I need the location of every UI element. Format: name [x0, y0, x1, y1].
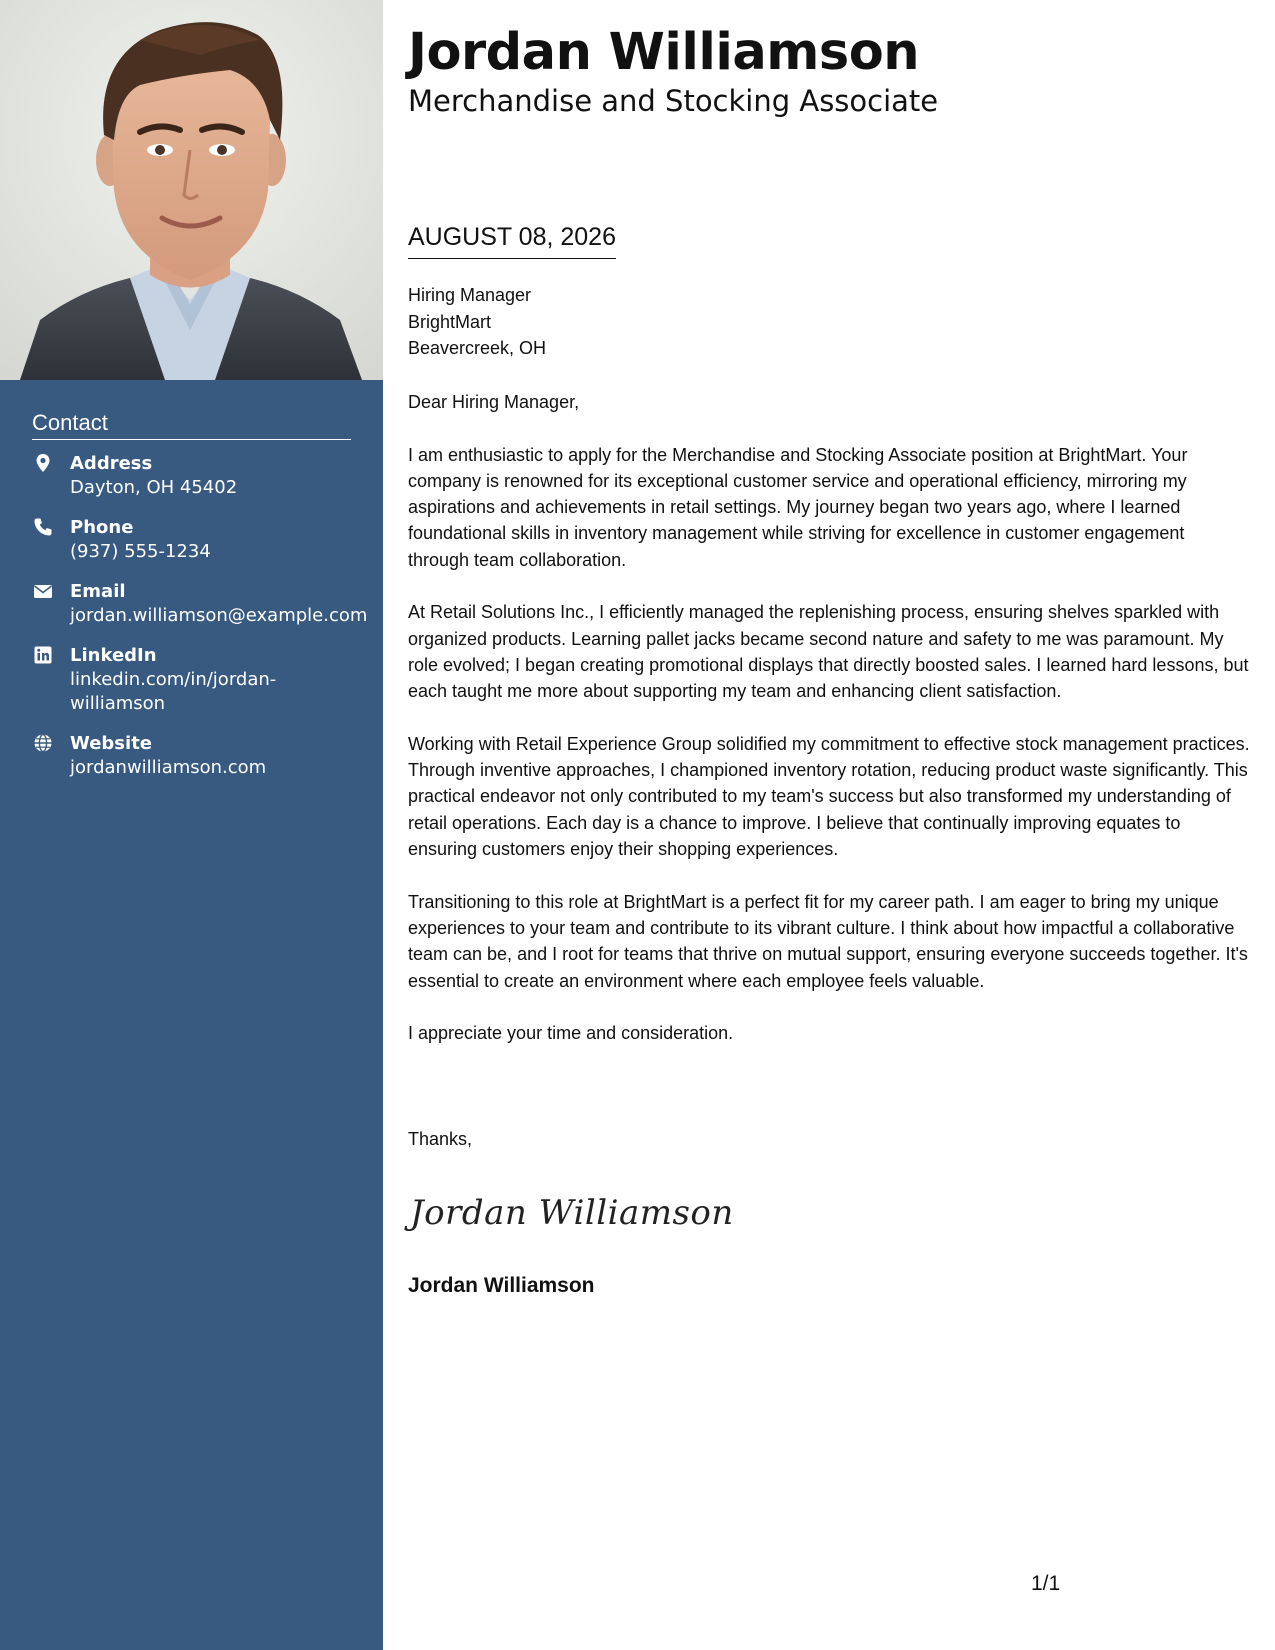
sidebar	[0, 0, 383, 1650]
linkedin-value[interactable]: linkedin.com/in/jordan-williamson	[70, 669, 277, 715]
website-value[interactable]: jordanwilliamson.com	[70, 757, 267, 779]
closing: Thanks,	[408, 1129, 473, 1149]
job-title: Merchandise and Stocking Associate	[408, 84, 939, 118]
paragraph: Working with Retail Experience Group solidified my commitment to effective stock management practices. Through inventive approaches, I championed inventory rotation, reducing product waste significantly. This practical endeavor not only contributed to my team's success but also transformed my understanding of retail operations. Each day is a chance to improve. I believe that continually improving equates to ensuring customers enjoy their shopping experiences.	[408, 733, 1250, 860]
letter-content	[408, 389, 1250, 1073]
portrait-illustration	[0, 0, 383, 380]
contact-email	[32, 580, 368, 628]
page-number: 1/1	[1031, 1572, 1061, 1595]
letter-body	[408, 0, 1250, 1650]
address-value: Dayton, OH 45402	[70, 477, 238, 499]
phone-icon	[33, 517, 53, 537]
recipient-company: BrightMart	[408, 311, 492, 332]
letter-date: AUGUST 08, 2026	[408, 222, 616, 259]
contact-address	[32, 452, 351, 500]
email-value[interactable]: jordan.williamson@example.com	[70, 605, 368, 627]
recipient-role: Hiring Manager	[408, 285, 532, 305]
signature	[408, 1186, 734, 1236]
signer-name: Jordan Williamson	[408, 1274, 595, 1297]
contact-heading: Contact	[32, 410, 351, 440]
contact-phone	[32, 516, 351, 564]
signature-text: Jordan Williamson	[410, 1193, 734, 1233]
paragraph: I appreciate your time and consideration.	[408, 1023, 734, 1044]
contact-section	[32, 410, 368, 796]
contact-website	[32, 732, 351, 780]
linkedin-icon	[33, 645, 53, 665]
map-marker-icon	[33, 453, 53, 473]
paragraph: At Retail Solutions Inc., I efficiently managed the replenishing process, ensuring shelves sparkled with organized products. Learning pallet jacks became second nature and safety to me was paramount. My role evolved; I began creating promotional displays that directly boosted sales. I learned hard lessons, but each taught me more about supporting my team and enhancing client satisfaction.	[408, 602, 1249, 702]
recipient-location: Beavercreek, OH	[408, 338, 547, 358]
paragraph: I am enthusiastic to apply for the Merchandise and Stocking Associate position at BrightMart. Your company is renowned for its exceptional customer service and operational efficiency, mirroring my aspirations and achievements in retail settings. My journey began two years ago, where I learned foundational skills in inventory management while striving for excellence in customer engagement through team collaboration.	[408, 444, 1188, 570]
contact-linkedin	[32, 644, 351, 716]
envelope-icon	[33, 581, 53, 601]
globe-icon	[33, 733, 53, 753]
recipient-block	[408, 282, 546, 362]
phone-value: (937) 555-1234	[70, 541, 211, 563]
salutation: Dear Hiring Manager,	[408, 392, 580, 412]
contact-label: Phone	[70, 517, 134, 539]
contact-label: Website	[70, 733, 153, 755]
profile-photo	[0, 0, 383, 380]
applicant-name: Jordan Williamson	[408, 23, 920, 82]
contact-label: Address	[70, 453, 153, 475]
contact-label: LinkedIn	[70, 645, 157, 667]
contact-label: Email	[70, 581, 126, 603]
paragraph: Transitioning to this role at BrightMart is a perfect fit for my career path. I am eager to bring my unique experiences to your team and contribute to its vibrant culture. I think about how impactful a collaborative team can be, and I root for teams that thrive on mutual support, ensuring everyone succeeds together. It's essential to create an environment where each employee feels valuable.	[408, 891, 1248, 991]
